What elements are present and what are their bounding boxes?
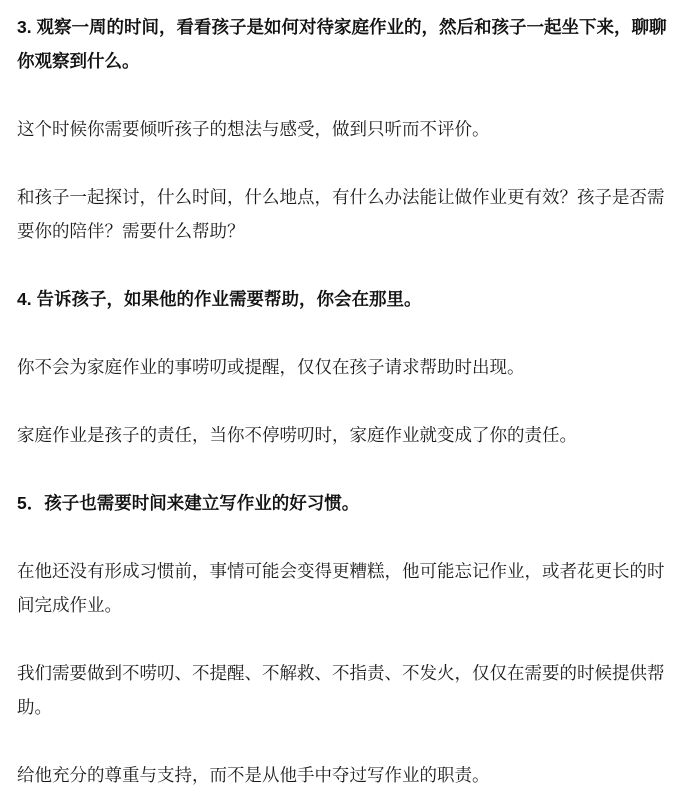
section-heading: 3. 观察一周的时间，看看孩子是如何对待家庭作业的，然后和孩子一起坐下来，聊聊你观察到什么。: [17, 17, 667, 71]
body-paragraph: 在他还没有形成习惯前，事情可能会变得更糟糕，他可能忘记作业，或者花更长的时间完成作业。: [17, 561, 665, 615]
body-paragraph: 这个时候你需要倾听孩子的想法与感受，做到只听而不评价。: [17, 119, 490, 139]
body-paragraph: 给他充分的尊重与支持，而不是从他手中夺过写作业的职责。: [17, 765, 490, 785]
body-paragraph: 你不会为家庭作业的事唠叨或提醒，仅仅在孩子请求帮助时出现。: [17, 357, 525, 377]
section-heading: 5．孩子也需要时间来建立写作业的好习惯。: [17, 493, 360, 513]
body-paragraph: 和孩子一起探讨，什么时间，什么地点，有什么办法能让做作业更有效？孩子是否需要你的陪伴？需要什么帮助？: [17, 187, 665, 241]
body-paragraph: 家庭作业是孩子的责任，当你不停唠叨时，家庭作业就变成了你的责任。: [17, 425, 577, 445]
section-heading: 4. 告诉孩子，如果他的作业需要帮助，你会在那里。: [17, 289, 422, 309]
body-paragraph: 我们需要做到不唠叨、不提醒、不解救、不指责、不发火，仅仅在需要的时候提供帮助。: [17, 663, 665, 717]
